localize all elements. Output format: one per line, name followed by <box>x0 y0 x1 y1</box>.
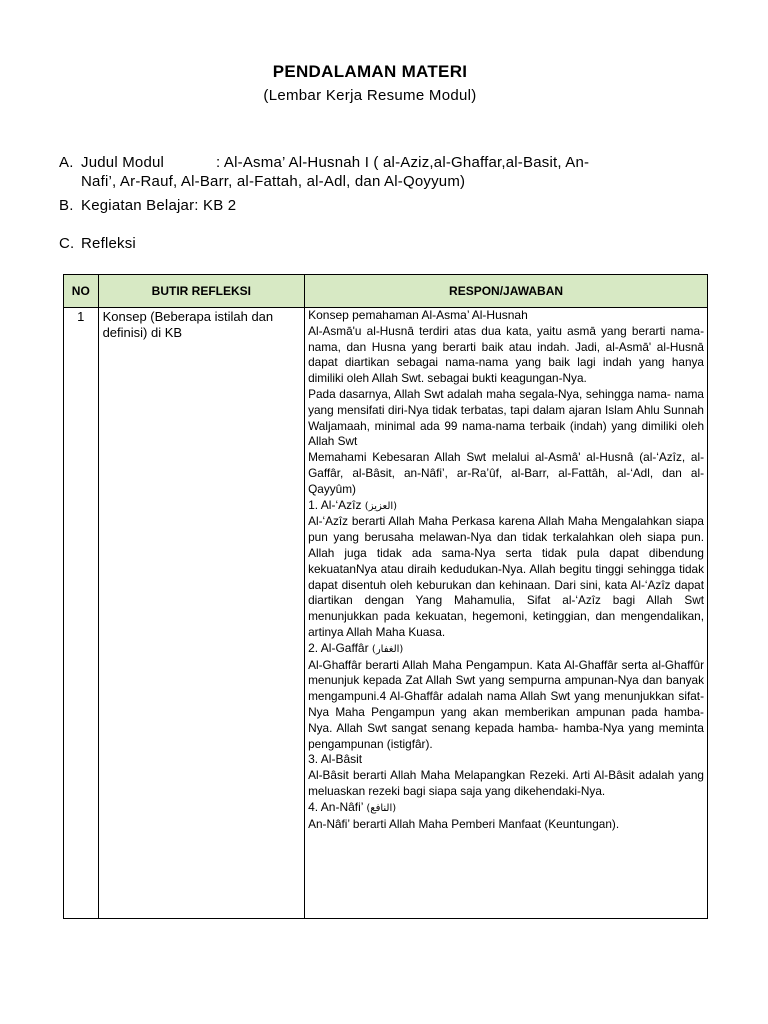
response-paragraph: An-Nâfi’ berarti Allah Maha Pemberi Manfaat (Keuntungan). <box>308 816 620 831</box>
reflection-table <box>63 274 708 919</box>
arabic-term: (النافع) <box>366 802 397 814</box>
response-paragraph: Al-Ghaffâr berarti Allah Maha Pengampun. Kata Al-Ghaffâr serta al-Ghaffûr menunjuk kepada Zat Allah Swt yang sempurna ampunan-Nya dan banyak mengampuni.4 Al-Ghaffâr adalah nama Allah Swt yang menunjukkan sifat-Nya Maha Pengampun yang akan memberikan ampunan pada hamba-Nya. Allah Swt sangat senang kepada hamba- hamba-Nya yang meminta pengampunan (istigfâr). <box>308 657 704 751</box>
section-heading-gaffar <box>308 641 704 658</box>
learning-activity-row <box>59 196 236 215</box>
response-title: Konsep pemahaman Al-Asma’ Al-Husnah <box>308 308 528 322</box>
row-response <box>305 308 708 919</box>
response-paragraph: Al-‘Azîz berarti Allah Maha Perkasa karena Allah Maha Mengalahkan siapa pun yang berusaha melawan-Nya dan tidak terkalahkan oleh siapa pun. Allah juga tidak ada sama-Nya serta tidak pula dapat dibendung kekuatanNya atau diraih kedudukan-Nya. Allah begitu tinggi sehingga tidak dapat disentuh oleh keburukan dan kehinaan. Dari sini, kata Al-‘Azîz dapat diartikan dengan Yang Mahamulia, Sifat al-‘Azîz bagi Allah Swt menunjukkan pada kekuatan, hegemoni, ketinggian, dan mengendalikan, artinya Allah Maha Kuasa. <box>308 514 704 639</box>
table-header-row <box>64 275 708 308</box>
module-title-label: Judul Modul <box>81 154 165 171</box>
section-heading-basit: 3. Al-Bâsit <box>308 752 363 767</box>
learning-activity-label: Kegiatan Belajar <box>81 197 195 214</box>
heading-text: 2. Al-Gaffâr <box>308 640 369 655</box>
item-letter-a: A. <box>59 154 74 171</box>
header-butir: BUTIR REFLEKSI <box>98 275 305 308</box>
module-title-value-line2: Nafi’, Ar-Rauf, Al-Barr, al-Fattah, al-Adl, dan Al-Qoyyum) <box>81 173 466 190</box>
section-heading-nafi <box>308 800 704 817</box>
table-row <box>64 308 708 919</box>
module-title-value-line1: : Al-Asma’ Al-Husnah I ( al-Aziz,al-Ghaffar,al-Basit, An- <box>216 154 590 171</box>
item-letter-b: B. <box>59 197 74 214</box>
section-heading-aziz <box>308 498 704 515</box>
arabic-term: (العزيز) <box>364 500 398 512</box>
row-number: 1 <box>64 308 99 919</box>
arabic-term: (الغفار) <box>371 643 404 655</box>
module-title-row <box>59 153 589 191</box>
response-paragraph: Pada dasarnya, Allah Swt adalah maha segala-Nya, sehingga nama- nama yang mensifati diri-Nya tidak terbatas, tapi dalam ajaran Islam Ahlu Sunnah Waljamaah, minimal ada 99 nama-nama terbaik (indah) yang dimiliki oleh Allah Swt <box>308 386 704 449</box>
header-respon: RESPON/JAWABAN <box>305 275 708 308</box>
learning-activity-value: : KB 2 <box>194 197 237 214</box>
reflection-label: Refleksi <box>81 235 136 252</box>
page-title: PENDALAMAN MATERI <box>272 62 468 81</box>
response-paragraph: Al-Asmā'u al-Husnā terdiri atas dua kata, yaitu asmā yang berarti nama-nama, dan Husna yang berarti baik atau indah. Jadi, al-Asmā' al-Husnā dapat diartikan sebagai nama-nama yang baik lagi indah yang hanya dimiliki oleh Allah Swt. sebagai bukti keagungan-Nya. <box>308 323 704 386</box>
heading-text: 1. Al-‘Azîz <box>308 497 362 512</box>
response-paragraph: Al-Bâsit berarti Allah Maha Melapangkan Rezeki. Arti Al-Bâsit adalah yang meluaskan rezeki bagi siapa saja yang dikehendaki-Nya. <box>308 768 704 798</box>
heading-text: 4. An-Nâfi’ <box>308 799 364 814</box>
row-butir: Konsep (Beberapa istilah dan definisi) di KB <box>98 308 305 919</box>
header-no: NO <box>64 275 99 308</box>
item-letter-c: C. <box>59 235 75 252</box>
response-paragraph: Memahami Kebesaran Allah Swt melalui al-Asmâ' al-Husnâ (al-‘Azîz, al-Gaffâr, al-Bâsit, an-Nâfi’, ar-Ra’ûf, al-Barr, al-Fattâh, al-‘Adl, dan al-Qayyûm) <box>308 450 704 496</box>
page-subtitle: (Lembar Kerja Resume Modul) <box>263 87 477 104</box>
reflection-row <box>59 234 136 253</box>
